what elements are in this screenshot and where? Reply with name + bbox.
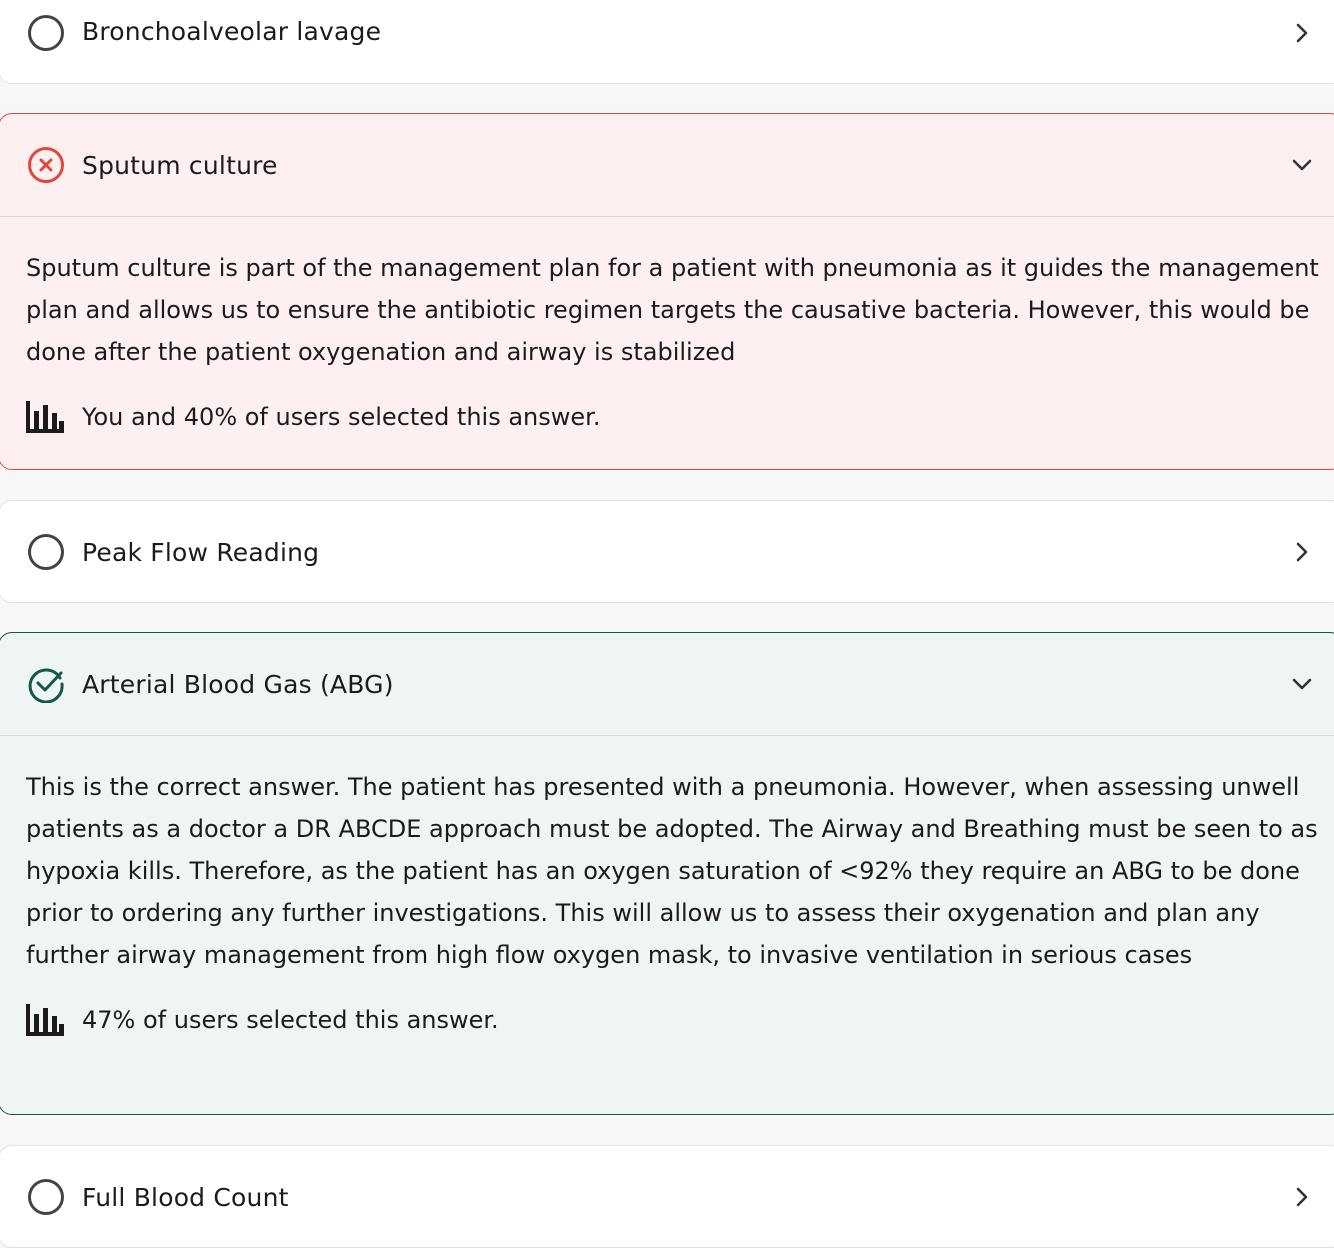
chevron-right-icon[interactable] <box>1291 22 1313 44</box>
chevron-right-icon[interactable] <box>1291 1186 1313 1208</box>
option-sputum-culture[interactable] <box>0 113 1334 470</box>
x-circle-icon <box>27 146 65 184</box>
option-label: Bronchoalveolar lavage <box>82 17 382 46</box>
check-circle-icon <box>27 665 65 703</box>
option-label: Peak Flow Reading <box>82 537 320 567</box>
radio-empty-icon[interactable] <box>27 14 65 52</box>
selection-stat: 47% of users selected this answer. <box>82 1006 499 1034</box>
chevron-down-icon[interactable] <box>1291 154 1313 176</box>
chevron-right-icon[interactable] <box>1291 541 1313 563</box>
chevron-down-icon[interactable] <box>1291 673 1313 695</box>
bar-chart-icon <box>26 401 64 433</box>
option-peak-flow-reading[interactable] <box>0 500 1334 603</box>
option-bronchoalveolar-lavage[interactable] <box>0 0 1334 84</box>
option-label: Full Blood Count <box>82 1182 289 1212</box>
radio-empty-icon[interactable] <box>27 533 65 571</box>
option-arterial-blood-gas[interactable] <box>0 632 1334 1115</box>
option-label: Sputum culture <box>82 150 278 180</box>
bar-chart-icon <box>26 1004 64 1036</box>
explanation-text: Sputum culture is part of the management plan for a patient with pneumonia as it guides the management plan and allows us to ensure the antibiotic regimen targets the causative bacteria. However, this would be done after the patient oxygenation and airway is stabilized <box>26 254 1319 366</box>
selection-stat: You and 40% of users selected this answer. <box>82 403 601 431</box>
option-label: Arterial Blood Gas (ABG) <box>82 669 394 699</box>
radio-empty-icon[interactable] <box>27 1178 65 1216</box>
explanation-text: This is the correct answer. The patient has presented with a pneumonia. However, when assessing unwell patients as a doctor a DR ABCDE approach must be adopted. The Airway and Breathing must be seen to as hypoxia kills. Therefore, as the patient has an oxygen saturation of <92% they require an ABG to be done prior to ordering any further investigations. This will allow us to assess their oxygenation and plan any further airway management from high flow oxygen mask, to invasive ventilation in serious cases <box>26 773 1318 969</box>
option-full-blood-count[interactable] <box>0 1145 1334 1248</box>
